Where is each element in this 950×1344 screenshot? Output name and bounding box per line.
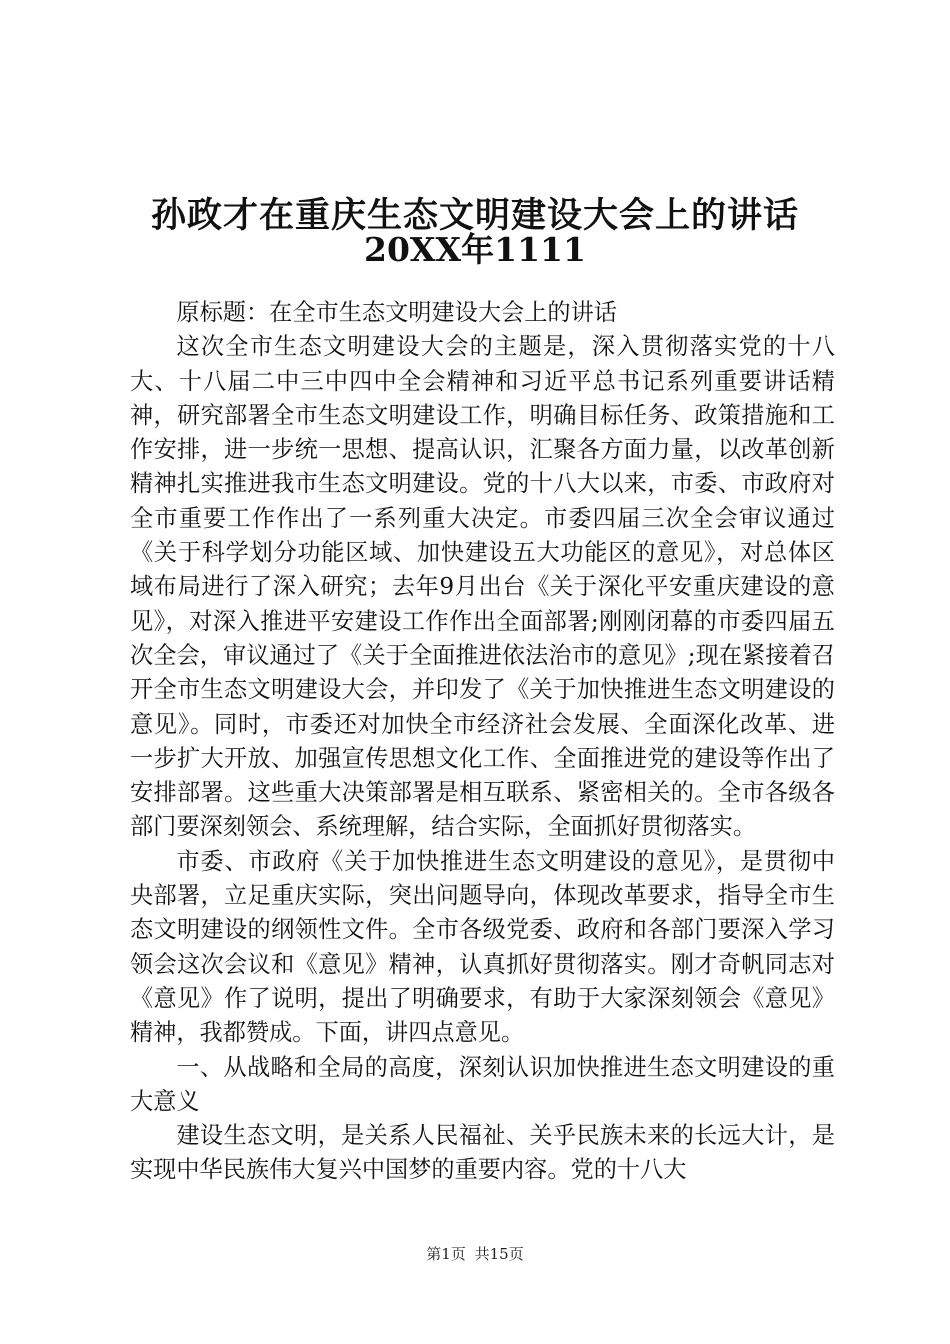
paragraph: 这次全市生态文明建设大会的主题是，深入贯彻落实党的十八大、十八届二中三中四中全会精神和习近平总书记系列重要讲话精神，研究部署全市生态文明建设工作，明确目标任务、政策措施和工作安排，进一步统一思想、提高认识，汇聚各方面力量，以改革创新精神扎实推进我市生态文明建设。党的十八大以来，市委、市政府对全市重要工作作出了一系列重大决定。市委四届三次全会审议通过《关于科学划分功能区域、加快建设五大功能区的意见》，对总体区域布局进行了深入研究；去年9月出台《关于深化平安重庆建设的意见》，对深入推进平安建设工作作出全面部署;刚刚闭幕的市委四届五次全会，审议通过了《关于全面推进依法治市的意见》;现在紧接着召开全市生态文明建设大会，并印发了《关于加快推进生态文明建设的意见》。同时，市委还对加快全市经济社会发展、全面深化改革、进一步扩大开放、加强宣传思想文化工作、全面推进党的建设等作出了安排部署。这些重大决策部署是相互联系、紧密相关的。全市各级各部门要深刻领会、系统理解，结合实际，全面抓好贯彻落实。 bbox=[130, 333, 835, 841]
section-heading: 一、从战略和全局的高度，深刻认识加快推进生态文明建设的重大意义 bbox=[130, 1053, 835, 1115]
paragraph: 建设生态文明，是关系人民福祉、关乎民族未来的长远大计，是实现中华民族伟大复兴中国梦的重要内容。党的十八大 bbox=[130, 1122, 835, 1184]
document-body bbox=[130, 296, 835, 1188]
paragraph-original-title: 原标题：在全市生态文明建设大会上的讲话 bbox=[176, 299, 617, 326]
paragraph: 市委、市政府《关于加快推进生态文明建设的意见》，是贯彻中央部署，立足重庆实际，突出问题导向，体现改革要求，指导全市生态文明建设的纲领性文件。全市各级党委、政府和各部门要深入学习领会这次会议和《意见》精神，认真抓好贯彻落实。刚才奇帆同志对《意见》作了说明，提出了明确要求，有助于大家深刻领会《意见》精神，我都赞成。下面，讲四点意见。 bbox=[130, 847, 835, 1047]
page-number: 第1页 bbox=[426, 1245, 466, 1263]
document-title-date: 20XX年1111 bbox=[364, 230, 586, 269]
document-title: 孙政才在重庆生态文明建设大会上的讲话 bbox=[150, 195, 799, 236]
page-total: 共15页 bbox=[474, 1245, 524, 1263]
page-footer bbox=[0, 1243, 950, 1264]
